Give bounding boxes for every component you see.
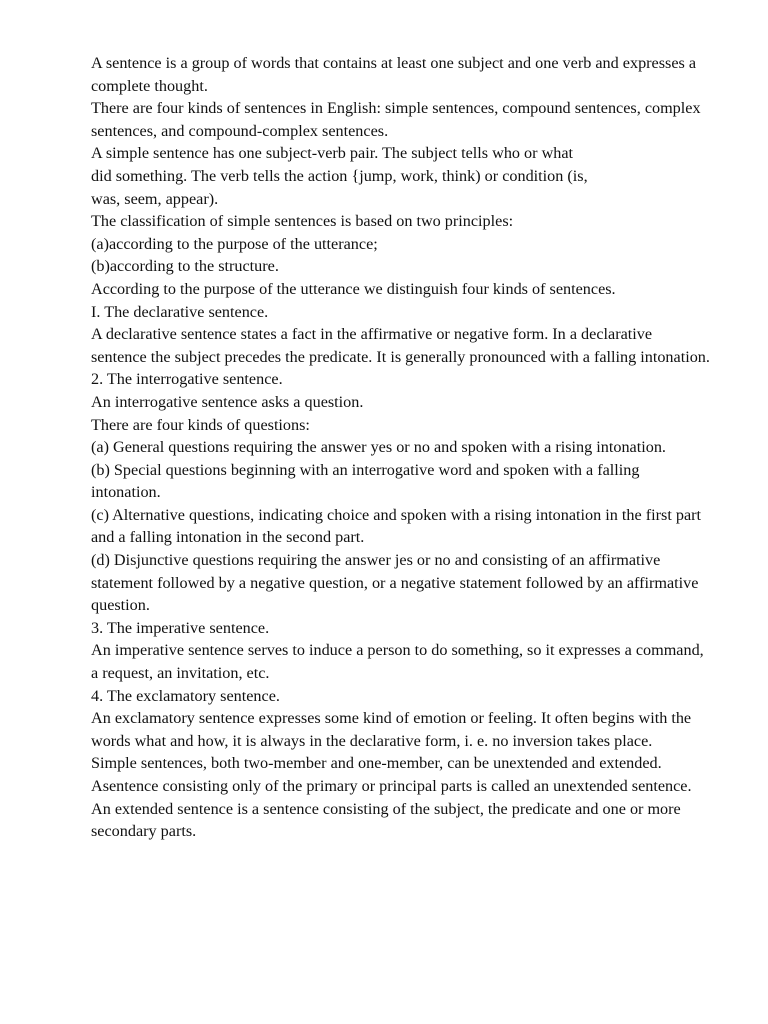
document-body [91, 52, 711, 843]
heading-interrogative: 2. The interrogative sentence. [91, 370, 283, 389]
paragraph-four-kinds: There are four kinds of sentences in English: simple sentences, compound sentences, complex sentences, and compound-complex sentences. [91, 99, 701, 140]
heading-declarative: I. The declarative sentence. [91, 302, 269, 321]
paragraph-sentence-definition: A sentence is a group of words that contains at least one subject and one verb and expresses a complete thought. [91, 54, 697, 95]
paragraph-kinds-of-questions: There are four kinds of questions: [91, 415, 310, 434]
heading-imperative: 3. The imperative sentence. [91, 618, 270, 637]
paragraph-principle-a: (a)according to the purpose of the utterance; [91, 234, 378, 253]
paragraph-simple-sentence: A simple sentence has one subject-verb pair. The subject tells who or what did something. The verb tells the action {jump, work, think) or condition (is, was, seem, appear). [91, 144, 588, 208]
heading-exclamatory: 4. The exclamatory sentence. [91, 686, 280, 705]
paragraph-declarative: A declarative sentence states a fact in the affirmative or negative form. In a declarative sentence the subject precedes the predicate. It is generally pronounced with a falling intonation. [91, 325, 710, 366]
paragraph-principle-b: (b)according to the structure. [91, 257, 279, 276]
paragraph-exclamatory: An exclamatory sentence expresses some kind of emotion or feeling. It often begins with the words what and how, it is always in the declarative form, i. e. no inversion takes place. [91, 709, 692, 750]
list-item-general-questions: (a) General questions requiring the answer yes or no and spoken with a rising intonation. [91, 438, 666, 457]
paragraph-classification: The classification of simple sentences is based on two principles: [91, 212, 514, 231]
list-item-disjunctive-questions: (d) Disjunctive questions requiring the answer jes or no and consisting of an affirmative statement followed by a negative question, or a negative statement followed by an affirmative question. [91, 551, 699, 615]
paragraph-purpose: According to the purpose of the utterance we distinguish four kinds of sentences. [91, 279, 616, 298]
paragraph-interrogative: An interrogative sentence asks a question. [91, 392, 364, 411]
list-item-special-questions: (b) Special questions beginning with an interrogative word and spoken with a falling intonation. [91, 460, 640, 502]
paragraph-extended-sentences: Simple sentences, both two-member and one-member, can be unextended and extended. Asentence consisting only of the primary or principal parts is called an unextended sentence. An extended sentence is a sentence consisting of the subject, the predicate and one or more secondary parts. [91, 754, 692, 841]
paragraph-imperative: An imperative sentence serves to induce a person to do something, so it expresses a command, a request, an invitation, etc. [91, 641, 704, 683]
list-item-alternative-questions: (c) Alternative questions, indicating choice and spoken with a rising intonation in the first part and a falling intonation in the second part. [91, 505, 702, 547]
